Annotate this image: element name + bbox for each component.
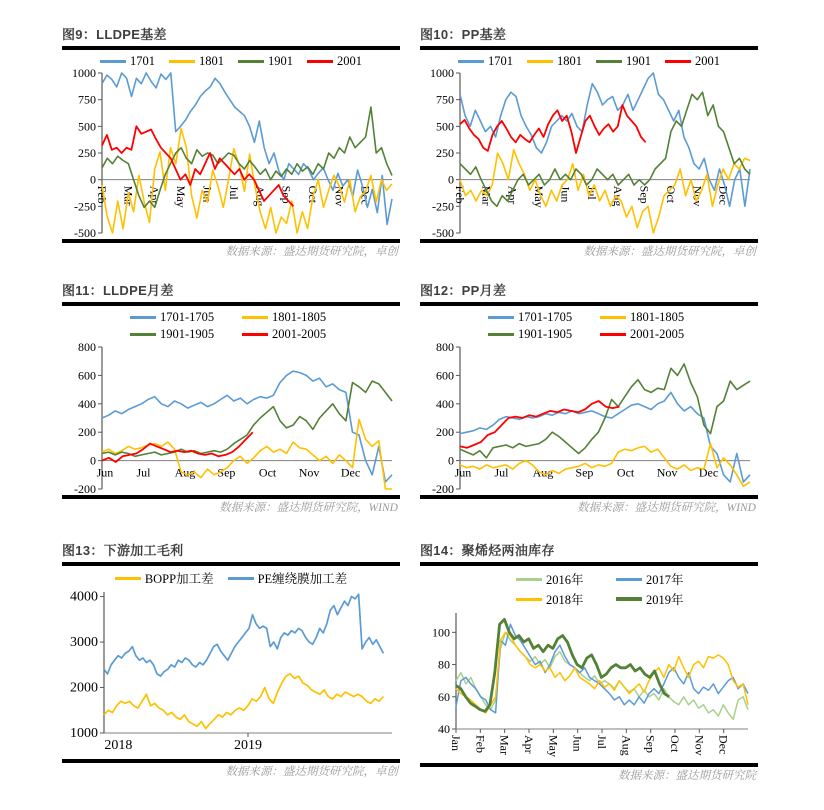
legend-item — [488, 327, 600, 342]
svg-text:80: 80 — [438, 657, 450, 672]
svg-text:3000: 3000 — [70, 635, 98, 651]
svg-text:600: 600 — [436, 368, 454, 383]
pp-spread-line-chart — [420, 343, 758, 495]
svg-text:Aug: Aug — [253, 185, 268, 207]
legend-item — [488, 310, 600, 325]
chart-legend — [420, 53, 758, 69]
svg-text:Sep: Sep — [643, 735, 658, 753]
svg-text:May: May — [174, 185, 189, 208]
legend-item — [516, 590, 616, 608]
legend-label: PE缠绕膜加工差 — [257, 572, 348, 586]
legend-line-swatch — [600, 316, 626, 319]
legend-line-swatch — [130, 316, 156, 319]
legend-line-swatch — [616, 597, 642, 601]
chart-legend — [130, 309, 370, 343]
legend-item — [242, 310, 354, 325]
legend-label: 2001-2005 — [630, 327, 685, 341]
series-2001-2005 — [460, 401, 620, 448]
legend-label: 1801-1805 — [630, 310, 685, 324]
svg-text:400: 400 — [78, 396, 96, 411]
legend-line-swatch — [596, 60, 622, 63]
svg-text:Oct: Oct — [258, 465, 277, 480]
svg-text:Apr: Apr — [522, 735, 536, 754]
legend-item — [228, 569, 348, 587]
svg-text:2018: 2018 — [104, 738, 133, 753]
legend-label: 2001-2005 — [272, 327, 327, 341]
series-1901-1905 — [460, 364, 750, 458]
legend-line-swatch — [228, 577, 254, 580]
svg-text:2019: 2019 — [234, 738, 262, 753]
svg-text:Aug: Aug — [619, 735, 634, 756]
series-1801 — [460, 150, 750, 233]
legend-item — [100, 54, 155, 69]
legend-label: 1901-1905 — [518, 327, 573, 341]
chart-panel-processing-margin — [62, 542, 400, 780]
legend-line-swatch — [169, 60, 195, 63]
svg-text:Dec: Dec — [698, 465, 719, 480]
svg-text:1000: 1000 — [430, 69, 454, 80]
series-1701 — [102, 73, 392, 225]
svg-text:Jan: Jan — [449, 735, 463, 751]
title-divider — [420, 302, 758, 306]
chart-title: 图14：聚烯烃两油库存 — [420, 543, 555, 558]
data-source-caption: 数据来源：盛达期货研究院，卓创 — [225, 766, 398, 778]
svg-text:500: 500 — [436, 119, 454, 134]
svg-text:Aug: Aug — [532, 465, 554, 480]
chart-legend — [62, 53, 400, 69]
legend-item — [527, 54, 582, 69]
legend-item — [169, 54, 224, 69]
svg-text:4000: 4000 — [70, 589, 98, 605]
legend-item — [115, 569, 214, 587]
legend-line-swatch — [242, 316, 268, 319]
legend-line-swatch — [238, 60, 264, 63]
data-source-caption: 数据来源：盛达期货研究院，WIND — [577, 502, 756, 514]
legend-item — [242, 327, 354, 342]
chart-divider — [420, 239, 758, 243]
legend-line-swatch — [488, 333, 514, 336]
series-2018年 — [456, 632, 748, 713]
legend-line-swatch — [527, 60, 553, 63]
chart-panel-lldpe-basis — [62, 26, 400, 260]
chart-divider — [62, 495, 400, 499]
legend-line-swatch — [600, 333, 626, 336]
svg-text:-500: -500 — [74, 226, 96, 239]
svg-text:Nov: Nov — [298, 465, 320, 480]
chart-title: 图12：PP月差 — [420, 283, 507, 298]
svg-text:500: 500 — [78, 119, 96, 134]
legend-line-swatch — [516, 598, 542, 601]
legend-item — [516, 570, 616, 588]
svg-text:2000: 2000 — [70, 680, 98, 696]
chart-panel-pp-spread — [420, 282, 758, 516]
svg-text:800: 800 — [78, 343, 96, 354]
chart-panel-polyolefin-inventory — [420, 542, 758, 784]
svg-text:May: May — [532, 185, 547, 208]
svg-text:Feb: Feb — [453, 185, 467, 204]
svg-text:Dec: Dec — [716, 735, 731, 755]
svg-text:-200: -200 — [432, 482, 454, 495]
legend-item — [238, 54, 293, 69]
legend-label: 2016年 — [546, 573, 584, 587]
chart-legend — [488, 309, 728, 343]
legend-line-swatch — [616, 578, 642, 581]
legend-item — [130, 310, 242, 325]
svg-text:Sep: Sep — [637, 185, 652, 204]
svg-text:Mar: Mar — [479, 185, 494, 206]
svg-text:800: 800 — [436, 343, 454, 354]
svg-text:Oct: Oct — [663, 185, 678, 203]
svg-text:Feb: Feb — [473, 735, 488, 753]
legend-item — [616, 590, 716, 608]
legend-label: 2001 — [695, 53, 720, 68]
data-source-caption: 数据来源：盛达期货研究院，卓创 — [583, 246, 756, 258]
chart-divider — [420, 763, 758, 767]
legend-label: 2017年 — [646, 573, 684, 587]
svg-text:750: 750 — [78, 92, 96, 107]
svg-text:1000: 1000 — [72, 69, 96, 80]
svg-text:Mar: Mar — [497, 735, 512, 755]
legend-item — [596, 54, 651, 69]
svg-text:60: 60 — [438, 689, 450, 704]
svg-text:600: 600 — [78, 368, 96, 383]
svg-text:1000: 1000 — [70, 726, 98, 741]
legend-item — [665, 54, 720, 69]
legend-label: 2001 — [337, 53, 362, 68]
legend-label: 1901 — [268, 53, 293, 68]
svg-text:100: 100 — [432, 625, 450, 640]
svg-text:Jun: Jun — [200, 185, 215, 203]
chart-title: 图13：下游加工毛利 — [62, 543, 184, 558]
svg-text:Dec: Dec — [340, 465, 361, 480]
svg-text:Jul: Jul — [136, 465, 151, 480]
lldpe-basis-line-chart — [62, 69, 400, 239]
legend-line-swatch — [665, 60, 691, 63]
svg-text:-200: -200 — [74, 482, 96, 495]
svg-text:-250: -250 — [74, 199, 96, 214]
svg-text:0: 0 — [448, 453, 454, 468]
polyolefin-inventory-line-chart — [420, 609, 758, 763]
chart-panel-lldpe-spread — [62, 282, 400, 516]
legend-item — [307, 54, 362, 69]
legend-label: 2019年 — [646, 593, 684, 607]
title-divider — [420, 562, 758, 566]
title-divider — [62, 562, 400, 566]
svg-text:400: 400 — [436, 396, 454, 411]
chart-legend — [62, 569, 400, 587]
legend-line-swatch — [242, 333, 268, 336]
legend-line-swatch — [516, 578, 542, 581]
svg-text:0: 0 — [90, 453, 96, 468]
series-BOPP加工差 — [104, 674, 383, 729]
legend-line-swatch — [115, 577, 141, 580]
legend-label: 1801 — [557, 53, 582, 68]
svg-text:Sep: Sep — [217, 465, 236, 480]
legend-label: 1701-1705 — [160, 310, 215, 324]
legend-label: 2018年 — [546, 593, 584, 607]
svg-text:Oct: Oct — [616, 465, 635, 480]
legend-label: 1701 — [130, 53, 155, 68]
svg-text:Jul: Jul — [226, 185, 241, 200]
legend-label: 1801-1805 — [272, 310, 327, 324]
svg-text:Jun: Jun — [570, 735, 585, 752]
title-divider — [420, 46, 758, 50]
svg-text:Apr: Apr — [505, 185, 520, 205]
svg-text:Jul: Jul — [595, 735, 609, 750]
processing-margin-line-chart — [62, 587, 400, 759]
chart-legend — [516, 569, 736, 609]
title-divider — [62, 46, 400, 50]
svg-text:Nov: Nov — [690, 185, 705, 207]
legend-item — [600, 310, 712, 325]
series-1701 — [460, 73, 750, 206]
title-divider — [62, 302, 400, 306]
chart-divider — [62, 759, 400, 763]
chart-title: 图10：PP基差 — [420, 27, 507, 42]
svg-text:Jul: Jul — [494, 465, 509, 480]
series-1901-1905 — [102, 381, 392, 456]
svg-text:Jun: Jun — [558, 185, 573, 203]
chart-divider — [420, 495, 758, 499]
chart-divider — [62, 239, 400, 243]
lldpe-spread-line-chart — [62, 343, 400, 495]
chart-panel-pp-basis — [420, 26, 758, 260]
svg-text:Oct: Oct — [668, 735, 682, 753]
svg-text:Sep: Sep — [575, 465, 594, 480]
svg-text:Jul: Jul — [584, 185, 599, 200]
svg-text:250: 250 — [78, 146, 96, 160]
svg-text:200: 200 — [78, 425, 96, 440]
svg-text:Aug: Aug — [174, 465, 196, 480]
legend-label: 1901 — [626, 53, 651, 68]
legend-label: BOPP加工差 — [144, 572, 214, 586]
chart-title: 图11：LLDPE月差 — [62, 283, 174, 298]
legend-item — [130, 327, 242, 342]
svg-text:Sep: Sep — [279, 185, 294, 204]
svg-text:-500: -500 — [432, 226, 454, 239]
legend-label: 1701 — [488, 53, 513, 68]
svg-text:-250: -250 — [432, 199, 454, 214]
svg-text:0: 0 — [90, 172, 96, 187]
svg-text:Dec: Dec — [358, 185, 373, 205]
svg-text:Feb: Feb — [95, 185, 109, 204]
legend-line-swatch — [130, 333, 156, 336]
svg-text:Mar: Mar — [121, 185, 136, 206]
svg-text:40: 40 — [438, 722, 450, 736]
svg-text:Apr: Apr — [147, 185, 162, 205]
svg-text:0: 0 — [448, 172, 454, 187]
svg-text:250: 250 — [436, 146, 454, 160]
legend-label: 1801 — [199, 53, 224, 68]
svg-text:Nov: Nov — [332, 185, 347, 207]
svg-text:750: 750 — [436, 92, 454, 107]
series-2019年 — [456, 619, 669, 711]
svg-text:May: May — [546, 735, 561, 757]
data-source-caption: 数据来源：盛达期货研究院 — [618, 770, 756, 782]
svg-text:Jun: Jun — [96, 465, 114, 480]
data-source-caption: 数据来源：盛达期货研究院，WIND — [219, 502, 398, 514]
svg-text:Jun: Jun — [454, 465, 472, 480]
svg-text:Nov: Nov — [656, 465, 678, 480]
series-PE缠绕膜加工差 — [104, 594, 383, 676]
svg-text:Oct: Oct — [305, 185, 320, 203]
svg-text:Nov: Nov — [692, 735, 707, 756]
pp-basis-line-chart — [420, 69, 758, 239]
legend-line-swatch — [458, 60, 484, 63]
legend-item — [458, 54, 513, 69]
svg-text:Aug: Aug — [611, 185, 626, 207]
legend-label: 1901-1905 — [160, 327, 215, 341]
series-2017年 — [456, 624, 748, 713]
chart-title: 图9：LLDPE基差 — [62, 27, 167, 42]
svg-text:Dec: Dec — [716, 185, 731, 205]
svg-text:200: 200 — [436, 425, 454, 440]
legend-line-swatch — [307, 60, 333, 63]
legend-line-swatch — [100, 60, 126, 63]
legend-item — [600, 327, 712, 342]
legend-label: 1701-1705 — [518, 310, 573, 324]
legend-line-swatch — [488, 316, 514, 319]
legend-item — [616, 570, 716, 588]
data-source-caption: 数据来源：盛达期货研究院，卓创 — [225, 246, 398, 258]
